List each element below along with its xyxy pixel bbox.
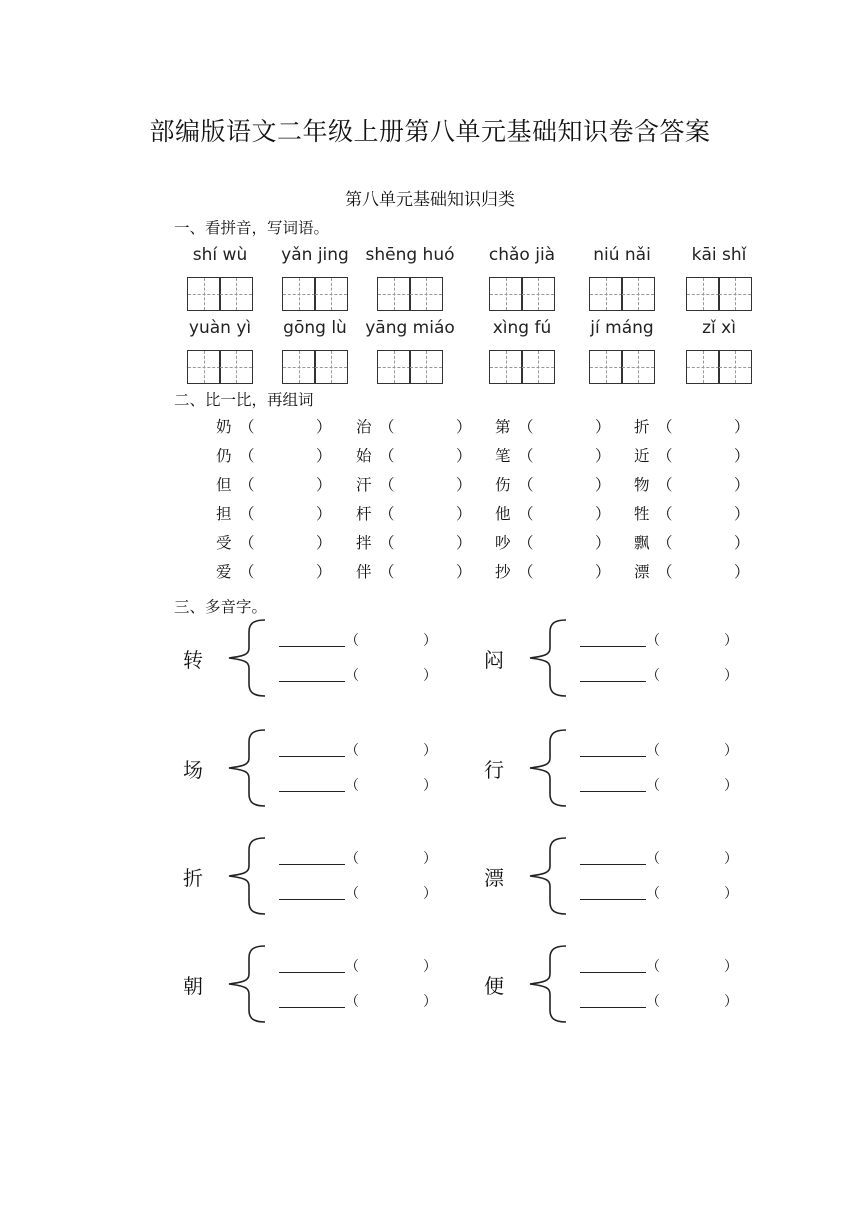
pinyin-blank-open[interactable]: （ — [345, 778, 359, 794]
pinyin-label: zǐ xì — [702, 318, 736, 338]
answer-blank-open[interactable]: （ — [379, 534, 395, 552]
pinyin-label: yāng miáo — [365, 318, 455, 338]
writing-box[interactable] — [686, 350, 720, 384]
answer-blank-close: ） — [456, 505, 472, 523]
pinyin-blank-open[interactable]: （ — [646, 886, 660, 902]
pinyin-item — [467, 315, 577, 388]
compare-char: 笔 — [495, 447, 511, 465]
answer-blank-open[interactable]: （ — [518, 534, 534, 552]
pinyin-blank-close: ） — [423, 959, 437, 975]
section3-heading: 三、多音字。 — [174, 598, 268, 616]
pinyin-blank-open[interactable]: （ — [646, 633, 660, 649]
answer-blank-open[interactable]: （ — [239, 447, 255, 465]
answer-blank-open[interactable]: （ — [379, 476, 395, 494]
pinyin-label: yuàn yì — [188, 318, 252, 338]
answer-blank-open[interactable]: （ — [657, 563, 673, 581]
pinyin-item — [260, 242, 370, 315]
compare-row — [0, 444, 860, 468]
pinyin-label: chǎo jià — [488, 245, 556, 265]
brace-icon — [526, 618, 574, 698]
pinyin-blank-close: ） — [423, 886, 437, 902]
compare-char: 第 — [495, 418, 511, 436]
writing-box[interactable] — [409, 350, 443, 384]
pinyin-blank-close: ） — [724, 778, 738, 794]
writing-box[interactable] — [282, 350, 316, 384]
polyphone-char: 闷 — [484, 648, 504, 672]
answer-blank-open[interactable]: （ — [379, 418, 395, 436]
pinyin-item — [567, 242, 677, 315]
answer-line[interactable] — [279, 791, 345, 792]
answer-blank-open[interactable]: （ — [518, 476, 534, 494]
answer-blank-close: ） — [595, 418, 611, 436]
compare-row — [0, 560, 860, 584]
pinyin-blank-open[interactable]: （ — [345, 633, 359, 649]
pinyin-row — [0, 242, 860, 322]
writing-boxes — [377, 277, 444, 311]
writing-box[interactable] — [409, 277, 443, 311]
answer-blank-open[interactable]: （ — [239, 563, 255, 581]
compare-char: 治 — [356, 418, 372, 436]
writing-box[interactable] — [589, 350, 623, 384]
answer-line[interactable] — [580, 646, 646, 647]
pinyin-blank-close: ） — [724, 743, 738, 759]
polyphone-char: 转 — [183, 648, 203, 672]
answer-blank-open[interactable]: （ — [518, 447, 534, 465]
polyphone-group — [484, 944, 754, 1024]
pinyin-blank-close: ） — [423, 851, 437, 867]
answer-blank-open[interactable]: （ — [657, 418, 673, 436]
answer-blank-open[interactable]: （ — [239, 476, 255, 494]
pinyin-label: kāi shǐ — [691, 245, 747, 265]
pinyin-blank-open[interactable]: （ — [646, 668, 660, 684]
answer-blank-open[interactable]: （ — [657, 447, 673, 465]
writing-boxes — [589, 277, 656, 311]
pinyin-item — [355, 242, 465, 315]
pinyin-blank-open[interactable]: （ — [345, 668, 359, 684]
answer-blank-open[interactable]: （ — [239, 534, 255, 552]
worksheet-subtitle: 第八单元基础知识归类 — [345, 190, 515, 210]
writing-boxes — [377, 350, 444, 384]
brace-icon — [225, 728, 273, 808]
pinyin-item — [260, 315, 370, 388]
section2-heading: 二、比一比，再组词 — [174, 391, 314, 409]
pinyin-item — [467, 242, 577, 315]
answer-blank-open[interactable]: （ — [518, 563, 534, 581]
compare-char: 物 — [634, 476, 650, 494]
pinyin-blank-open[interactable]: （ — [345, 743, 359, 759]
brace-icon — [225, 836, 273, 916]
pinyin-blank-open[interactable]: （ — [345, 959, 359, 975]
pinyin-item — [664, 315, 774, 388]
compare-char: 爱 — [216, 563, 232, 581]
compare-char: 担 — [216, 505, 232, 523]
polyphone-group — [484, 836, 754, 916]
polyphone-group — [183, 944, 453, 1024]
answer-blank-open[interactable]: （ — [518, 505, 534, 523]
pinyin-blank-close: ） — [724, 886, 738, 902]
answer-blank-close: ） — [456, 447, 472, 465]
brace-icon — [526, 728, 574, 808]
writing-box[interactable] — [489, 350, 523, 384]
writing-box[interactable] — [187, 277, 221, 311]
answer-blank-close: ） — [734, 418, 750, 436]
answer-line[interactable] — [580, 972, 646, 973]
pinyin-blank-open[interactable]: （ — [345, 994, 359, 1010]
pinyin-item — [567, 315, 677, 388]
answer-blank-close: ） — [456, 418, 472, 436]
writing-box[interactable] — [521, 277, 555, 311]
compare-char: 折 — [634, 418, 650, 436]
answer-line[interactable] — [580, 1007, 646, 1008]
compare-char: 抄 — [495, 563, 511, 581]
pinyin-label: shēng huó — [365, 245, 455, 265]
pinyin-blank-close: ） — [423, 994, 437, 1010]
answer-line[interactable] — [580, 864, 646, 865]
pinyin-label: xìng fú — [492, 318, 552, 338]
answer-blank-open[interactable]: （ — [657, 534, 673, 552]
writing-box[interactable] — [219, 350, 253, 384]
writing-boxes — [686, 350, 753, 384]
answer-line[interactable] — [279, 972, 345, 973]
writing-box[interactable] — [686, 277, 720, 311]
pinyin-label: yǎn jing — [281, 245, 349, 265]
compare-char: 牲 — [634, 505, 650, 523]
pinyin-item — [355, 315, 465, 388]
answer-blank-close: ） — [316, 418, 332, 436]
writing-box[interactable] — [282, 277, 316, 311]
pinyin-blank-close: ） — [423, 778, 437, 794]
answer-line[interactable] — [580, 899, 646, 900]
compare-char: 飘 — [634, 534, 650, 552]
answer-line[interactable] — [580, 756, 646, 757]
writing-box[interactable] — [377, 350, 411, 384]
writing-box[interactable] — [521, 350, 555, 384]
writing-boxes — [489, 277, 556, 311]
pinyin-blank-close: ） — [724, 668, 738, 684]
compare-char: 受 — [216, 534, 232, 552]
answer-line[interactable] — [279, 1007, 345, 1008]
answer-blank-close: ） — [595, 476, 611, 494]
pinyin-blank-close: ） — [423, 668, 437, 684]
compare-row — [0, 473, 860, 497]
writing-box[interactable] — [621, 350, 655, 384]
brace-icon — [225, 618, 273, 698]
writing-box[interactable] — [187, 350, 221, 384]
answer-line[interactable] — [279, 681, 345, 682]
answer-line[interactable] — [279, 864, 345, 865]
compare-char: 拌 — [356, 534, 372, 552]
answer-blank-open[interactable]: （ — [239, 418, 255, 436]
answer-line[interactable] — [580, 791, 646, 792]
pinyin-item — [165, 242, 275, 315]
writing-box[interactable] — [589, 277, 623, 311]
compare-char: 杆 — [356, 505, 372, 523]
document-title: 部编版语文二年级上册第八单元基础知识卷含答案 — [149, 117, 711, 146]
answer-blank-close: ） — [456, 534, 472, 552]
pinyin-item — [664, 242, 774, 315]
answer-blank-close: ） — [595, 447, 611, 465]
polyphone-char: 朝 — [183, 974, 203, 998]
answer-blank-open[interactable]: （ — [657, 505, 673, 523]
answer-blank-close: ） — [316, 447, 332, 465]
answer-blank-close: ） — [456, 563, 472, 581]
compare-char: 始 — [356, 447, 372, 465]
writing-boxes — [589, 350, 656, 384]
answer-blank-close: ） — [316, 534, 332, 552]
pinyin-blank-close: ） — [724, 959, 738, 975]
answer-blank-close: ） — [456, 476, 472, 494]
polyphone-group — [484, 728, 754, 808]
pinyin-item — [165, 315, 275, 388]
pinyin-row — [0, 315, 860, 395]
pinyin-blank-close: ） — [423, 743, 437, 759]
writing-box[interactable] — [489, 277, 523, 311]
writing-boxes — [489, 350, 556, 384]
answer-blank-close: ） — [316, 563, 332, 581]
writing-box[interactable] — [314, 277, 348, 311]
pinyin-blank-open[interactable]: （ — [646, 743, 660, 759]
writing-boxes — [282, 277, 349, 311]
writing-box[interactable] — [314, 350, 348, 384]
pinyin-label: shí wù — [192, 245, 248, 265]
section1-heading: 一、看拼音，写词语。 — [174, 219, 330, 237]
answer-blank-close: ） — [595, 534, 611, 552]
answer-blank-open[interactable]: （ — [239, 505, 255, 523]
answer-line[interactable] — [279, 646, 345, 647]
writing-box[interactable] — [718, 277, 752, 311]
writing-box[interactable] — [621, 277, 655, 311]
answer-blank-open[interactable]: （ — [518, 418, 534, 436]
answer-line[interactable] — [580, 681, 646, 682]
brace-icon — [526, 836, 574, 916]
answer-blank-close: ） — [734, 447, 750, 465]
polyphone-char: 漂 — [484, 866, 504, 890]
compare-char: 他 — [495, 505, 511, 523]
answer-blank-open[interactable]: （ — [379, 563, 395, 581]
pinyin-blank-close: ） — [423, 633, 437, 649]
pinyin-label: niú nǎi — [593, 245, 651, 265]
polyphone-char: 行 — [484, 758, 504, 782]
polyphone-group — [484, 618, 754, 698]
polyphone-char: 折 — [183, 866, 203, 890]
answer-blank-close: ） — [316, 505, 332, 523]
pinyin-blank-open[interactable]: （ — [345, 886, 359, 902]
writing-boxes — [282, 350, 349, 384]
polyphone-group — [183, 836, 453, 916]
pinyin-label: gōng lù — [283, 318, 347, 338]
compare-row — [0, 502, 860, 526]
pinyin-label: jí máng — [590, 318, 654, 338]
pinyin-blank-close: ） — [724, 851, 738, 867]
answer-blank-close: ） — [734, 534, 750, 552]
compare-char: 汗 — [356, 476, 372, 494]
pinyin-blank-open[interactable]: （ — [646, 851, 660, 867]
compare-char: 伤 — [495, 476, 511, 494]
answer-blank-open[interactable]: （ — [379, 505, 395, 523]
compare-char: 奶 — [216, 418, 232, 436]
compare-char: 近 — [634, 447, 650, 465]
polyphone-group — [183, 618, 453, 698]
compare-char: 仍 — [216, 447, 232, 465]
compare-char: 但 — [216, 476, 232, 494]
answer-blank-close: ） — [316, 476, 332, 494]
answer-blank-open[interactable]: （ — [379, 447, 395, 465]
writing-boxes — [686, 277, 753, 311]
writing-box[interactable] — [718, 350, 752, 384]
pinyin-blank-open[interactable]: （ — [646, 959, 660, 975]
answer-line[interactable] — [279, 899, 345, 900]
answer-blank-close: ） — [595, 563, 611, 581]
compare-row — [0, 531, 860, 555]
polyphone-char: 便 — [484, 974, 504, 998]
answer-blank-close: ） — [734, 505, 750, 523]
answer-line[interactable] — [279, 756, 345, 757]
pinyin-blank-open[interactable]: （ — [646, 778, 660, 794]
writing-box[interactable] — [377, 277, 411, 311]
brace-icon — [526, 944, 574, 1024]
compare-char: 漂 — [634, 563, 650, 581]
pinyin-blank-close: ） — [724, 994, 738, 1010]
pinyin-blank-close: ） — [724, 633, 738, 649]
polyphone-char: 场 — [183, 758, 203, 782]
answer-blank-close: ） — [734, 563, 750, 581]
writing-box[interactable] — [219, 277, 253, 311]
answer-blank-close: ） — [734, 476, 750, 494]
answer-blank-close: ） — [595, 505, 611, 523]
brace-icon — [225, 944, 273, 1024]
compare-row — [0, 415, 860, 439]
writing-boxes — [187, 350, 254, 384]
answer-blank-open[interactable]: （ — [657, 476, 673, 494]
compare-char: 伴 — [356, 563, 372, 581]
pinyin-blank-open[interactable]: （ — [345, 851, 359, 867]
pinyin-blank-open[interactable]: （ — [646, 994, 660, 1010]
polyphone-group — [183, 728, 453, 808]
compare-char: 吵 — [495, 534, 511, 552]
writing-boxes — [187, 277, 254, 311]
